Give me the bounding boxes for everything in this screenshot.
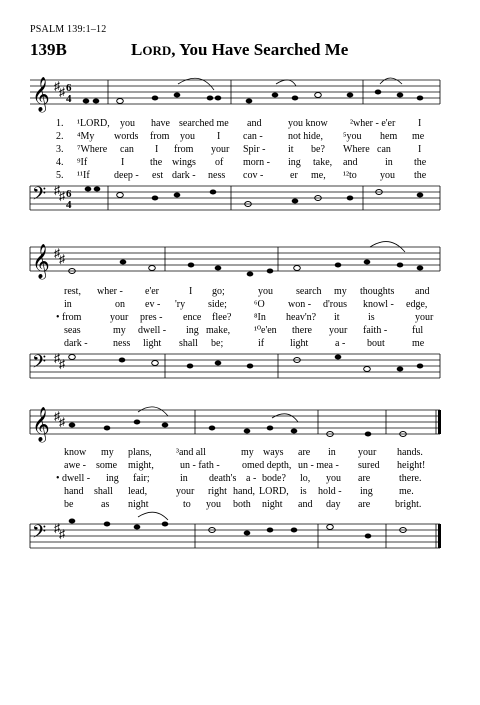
lyric-line	[0, 312, 480, 326]
lyric-word: lead,	[128, 486, 148, 497]
lyric-word: cov -	[243, 170, 264, 181]
lyric-word: ing	[288, 157, 301, 168]
lyric-word: • from	[56, 312, 82, 323]
lyric-word: lo,	[300, 473, 311, 484]
lyric-word: dark -	[172, 170, 196, 181]
lyric-word: 'ry	[175, 299, 186, 310]
lyric-word: the	[150, 157, 163, 168]
svg-text:6: 6	[66, 82, 72, 94]
lyric-word: pres -	[140, 312, 163, 323]
lyric-word: your	[329, 325, 348, 336]
lyric-word: and	[343, 157, 358, 168]
lyric-word: you	[326, 473, 341, 484]
lyric-word: e'er	[145, 286, 160, 297]
lyric-word: I	[418, 144, 422, 155]
lyric-word: ⁷Where	[77, 144, 108, 155]
lyric-word: bode?	[262, 473, 286, 484]
svg-text:♯: ♯	[59, 415, 65, 429]
lyric-word: ness	[113, 338, 131, 349]
lyric-word: hold -	[318, 486, 342, 497]
lyric-word: I	[189, 286, 193, 297]
system-1-treble-staff	[0, 60, 480, 122]
svg-text:𝄞: 𝄞	[32, 407, 50, 442]
lyric-word: and	[298, 499, 313, 510]
lyric-line	[0, 299, 480, 313]
lyric-word: you know	[288, 118, 328, 129]
lyric-word: faith -	[363, 325, 388, 336]
lyric-word: ³and all	[176, 447, 206, 458]
lyric-word: ev -	[145, 299, 161, 310]
lyric-word: hand,	[233, 486, 255, 497]
lyric-word: hands.	[397, 447, 423, 458]
lyric-word: and	[247, 118, 262, 129]
lyric-word: seas	[64, 325, 81, 336]
svg-text:♯: ♯	[54, 246, 60, 260]
lyric-word: search	[296, 286, 322, 297]
lyric-word: light	[290, 338, 309, 349]
lyric-word: be	[64, 499, 74, 510]
lyric-word: you	[180, 131, 195, 142]
lyric-word: ⁴My	[77, 131, 95, 142]
lyric-word: a -	[335, 338, 346, 349]
lyric-word: can	[120, 144, 134, 155]
lyric-word: make,	[206, 325, 231, 336]
system-3-bass-staff	[0, 508, 480, 556]
lyric-word: Spir -	[243, 144, 266, 155]
svg-text:𝄢: 𝄢	[32, 352, 47, 377]
lyric-word: me,	[311, 170, 326, 181]
lyric-word: day	[326, 499, 341, 510]
lyric-word: hem	[380, 131, 398, 142]
lyric-word: I	[217, 131, 221, 142]
lyric-word: right	[208, 486, 227, 497]
lyric-word: there.	[399, 473, 422, 484]
lyric-word: bout	[367, 338, 385, 349]
lyric-word: omed depth,	[242, 460, 292, 471]
lyric-word: on	[115, 299, 125, 310]
lyric-word: my	[113, 325, 126, 336]
lyric-word: your	[176, 486, 195, 497]
lyric-line	[0, 486, 480, 500]
lyric-word: ¹LORD,	[77, 118, 110, 129]
lyric-word: ⁵you	[343, 131, 362, 142]
lyric-word: there	[292, 325, 312, 336]
svg-text:♯: ♯	[59, 527, 65, 541]
lyric-word: awe -	[64, 460, 86, 471]
system-1-bass-staff	[0, 176, 480, 216]
lyric-word: your	[415, 312, 434, 323]
lyric-word: you	[380, 170, 395, 181]
lyric-word: edge,	[406, 299, 428, 310]
lyric-word: ways	[263, 447, 284, 458]
lyric-word: my	[101, 447, 114, 458]
lyric-word: ¹¹If	[77, 170, 90, 181]
lyric-word: shall	[94, 486, 113, 497]
lyric-word: ing	[360, 486, 373, 497]
lyric-word: wher -	[97, 286, 123, 297]
lyric-word: height!	[397, 460, 426, 471]
lyric-word: thoughts	[360, 286, 395, 297]
lyric-word: flee?	[212, 312, 232, 323]
hymn-title	[131, 40, 348, 60]
svg-text:♯: ♯	[54, 521, 60, 535]
verse-number: 4.	[56, 157, 64, 168]
lyric-line	[0, 131, 480, 145]
lyric-word: be;	[211, 338, 224, 349]
lyric-word: fair;	[133, 473, 150, 484]
lyric-word: might,	[128, 460, 154, 471]
lyric-word: you	[258, 286, 273, 297]
lyric-word: bright.	[395, 499, 422, 510]
svg-text:♯: ♯	[59, 252, 65, 266]
lyric-word: I	[121, 157, 125, 168]
lyric-word: are	[298, 447, 311, 458]
verse-number: 2.	[56, 131, 64, 142]
lyric-word: ²wher - e'er	[350, 118, 396, 129]
verse-number: 1.	[56, 118, 64, 129]
svg-text:𝄢: 𝄢	[32, 184, 47, 209]
lyric-word: be?	[311, 144, 325, 155]
lyric-word: if	[258, 338, 265, 349]
lyric-word: me.	[399, 486, 414, 497]
lyric-word: from	[150, 131, 170, 142]
lyric-word: not hide,	[288, 131, 323, 142]
lyric-line	[0, 473, 480, 487]
lyric-word: take,	[313, 157, 333, 168]
lyric-word: your	[358, 447, 377, 458]
lyric-word: both	[233, 499, 251, 510]
svg-text:♯: ♯	[54, 79, 60, 93]
verse-number: 5.	[56, 170, 64, 181]
lyric-word: d'rous	[323, 299, 348, 310]
lyric-word: a -	[246, 473, 257, 484]
lyric-line	[0, 447, 480, 461]
lyric-word: side;	[208, 299, 227, 310]
lyric-word: in	[328, 447, 336, 458]
lyric-word: from	[174, 144, 194, 155]
lyric-word: est	[152, 170, 164, 181]
lyric-word: er	[290, 170, 298, 181]
lyric-word: as	[101, 499, 110, 510]
system-3-treble-staff	[0, 396, 480, 451]
lyric-word: dwell -	[138, 325, 167, 336]
lyric-word: you	[120, 118, 135, 129]
lyric-word: death's	[209, 473, 237, 484]
lyric-word: is	[300, 486, 307, 497]
system-2-bass-staff	[0, 346, 480, 388]
svg-text:6: 6	[66, 188, 72, 200]
lyric-word: ¹²to	[343, 170, 357, 181]
lyric-word: ⁶O	[254, 299, 265, 310]
lyric-word: ness	[208, 170, 226, 181]
lyric-word: your	[110, 312, 129, 323]
lyric-word: LORD,	[259, 486, 289, 497]
lyric-word: heav'n?	[286, 312, 317, 323]
lyric-line	[0, 157, 480, 171]
lyric-word: me	[412, 131, 425, 142]
lyric-word: my	[334, 286, 347, 297]
svg-text:𝄞: 𝄞	[32, 244, 50, 279]
lyric-word: won -	[288, 299, 312, 310]
lyric-word: light	[143, 338, 162, 349]
lyric-line	[0, 118, 480, 132]
lyric-word: shall	[179, 338, 198, 349]
svg-text:♯: ♯	[59, 189, 65, 203]
lyric-word: have	[151, 118, 170, 129]
lyric-line	[0, 286, 480, 300]
lyric-word: ing	[186, 325, 199, 336]
lyric-word: ing	[106, 473, 119, 484]
lyric-line	[0, 325, 480, 339]
lyric-word: ence	[183, 312, 202, 323]
title-rest: , You Have Searched Me	[171, 40, 349, 59]
lyric-word: are	[358, 473, 371, 484]
svg-text:4: 4	[66, 93, 72, 105]
lyric-word: ⁹If	[77, 157, 88, 168]
lyric-word: Where	[343, 144, 370, 155]
svg-text:♯: ♯	[54, 351, 60, 365]
svg-text:♯: ♯	[59, 357, 65, 371]
lyric-word: ⁸In	[254, 312, 266, 323]
lyric-word: know	[64, 447, 87, 458]
verse-number: 3.	[56, 144, 64, 155]
lyric-line	[0, 144, 480, 158]
lyric-word: the	[414, 170, 427, 181]
lyric-word: searched me	[179, 118, 229, 129]
system-2-treble-staff	[0, 232, 480, 290]
title-lead: L	[131, 40, 143, 59]
lyric-word: un - mea -	[298, 460, 339, 471]
lyric-word: some	[96, 460, 118, 471]
lyric-word: dark -	[64, 338, 88, 349]
lyric-word: to	[183, 499, 191, 510]
svg-text:𝄞: 𝄞	[32, 77, 50, 112]
lyric-word: hand	[64, 486, 84, 497]
lyric-word: sured	[358, 460, 380, 471]
svg-text:𝄢: 𝄢	[32, 522, 47, 547]
lyric-word: me	[412, 338, 425, 349]
lyric-word: it	[288, 144, 294, 155]
lyric-word: is	[368, 312, 375, 323]
hymn-number: 139B	[30, 40, 67, 59]
lyric-word: can	[377, 144, 391, 155]
lyric-word: night	[262, 499, 283, 510]
scripture-reference: PSALM 139:1–12	[30, 24, 107, 35]
lyric-word: I	[418, 118, 422, 129]
lyric-word: ful	[412, 325, 424, 336]
lyric-word: knowl -	[363, 299, 394, 310]
lyric-word: your	[211, 144, 230, 155]
lyric-word: go;	[212, 286, 225, 297]
lyric-word: in	[385, 157, 393, 168]
title-smallcaps: ORD	[142, 43, 172, 58]
lyric-word: my	[241, 447, 254, 458]
lyric-word: morn -	[243, 157, 270, 168]
svg-text:♯: ♯	[59, 85, 65, 99]
lyric-word: plans,	[128, 447, 152, 458]
lyric-word: night	[128, 499, 149, 510]
lyric-word: • dwell -	[56, 473, 91, 484]
lyric-word: ¹⁰e'en	[254, 325, 277, 336]
lyric-word: and	[415, 286, 430, 297]
lyric-word: are	[358, 499, 371, 510]
lyric-line	[0, 460, 480, 474]
lyric-word: the	[414, 157, 427, 168]
lyric-word: of	[215, 157, 224, 168]
lyric-word: un - fath -	[180, 460, 220, 471]
svg-text:♯: ♯	[54, 409, 60, 423]
lyric-word: rest,	[64, 286, 81, 297]
lyric-word: in	[180, 473, 188, 484]
lyric-word: you	[206, 499, 221, 510]
lyric-word: it	[334, 312, 340, 323]
lyric-word: words	[114, 131, 139, 142]
lyric-word: can -	[243, 131, 263, 142]
svg-text:4: 4	[66, 199, 72, 211]
lyric-word: I	[155, 144, 159, 155]
lyric-word: deep -	[114, 170, 139, 181]
lyric-word: in	[64, 299, 72, 310]
svg-text:♯: ♯	[54, 183, 60, 197]
lyric-word: wings	[172, 157, 196, 168]
